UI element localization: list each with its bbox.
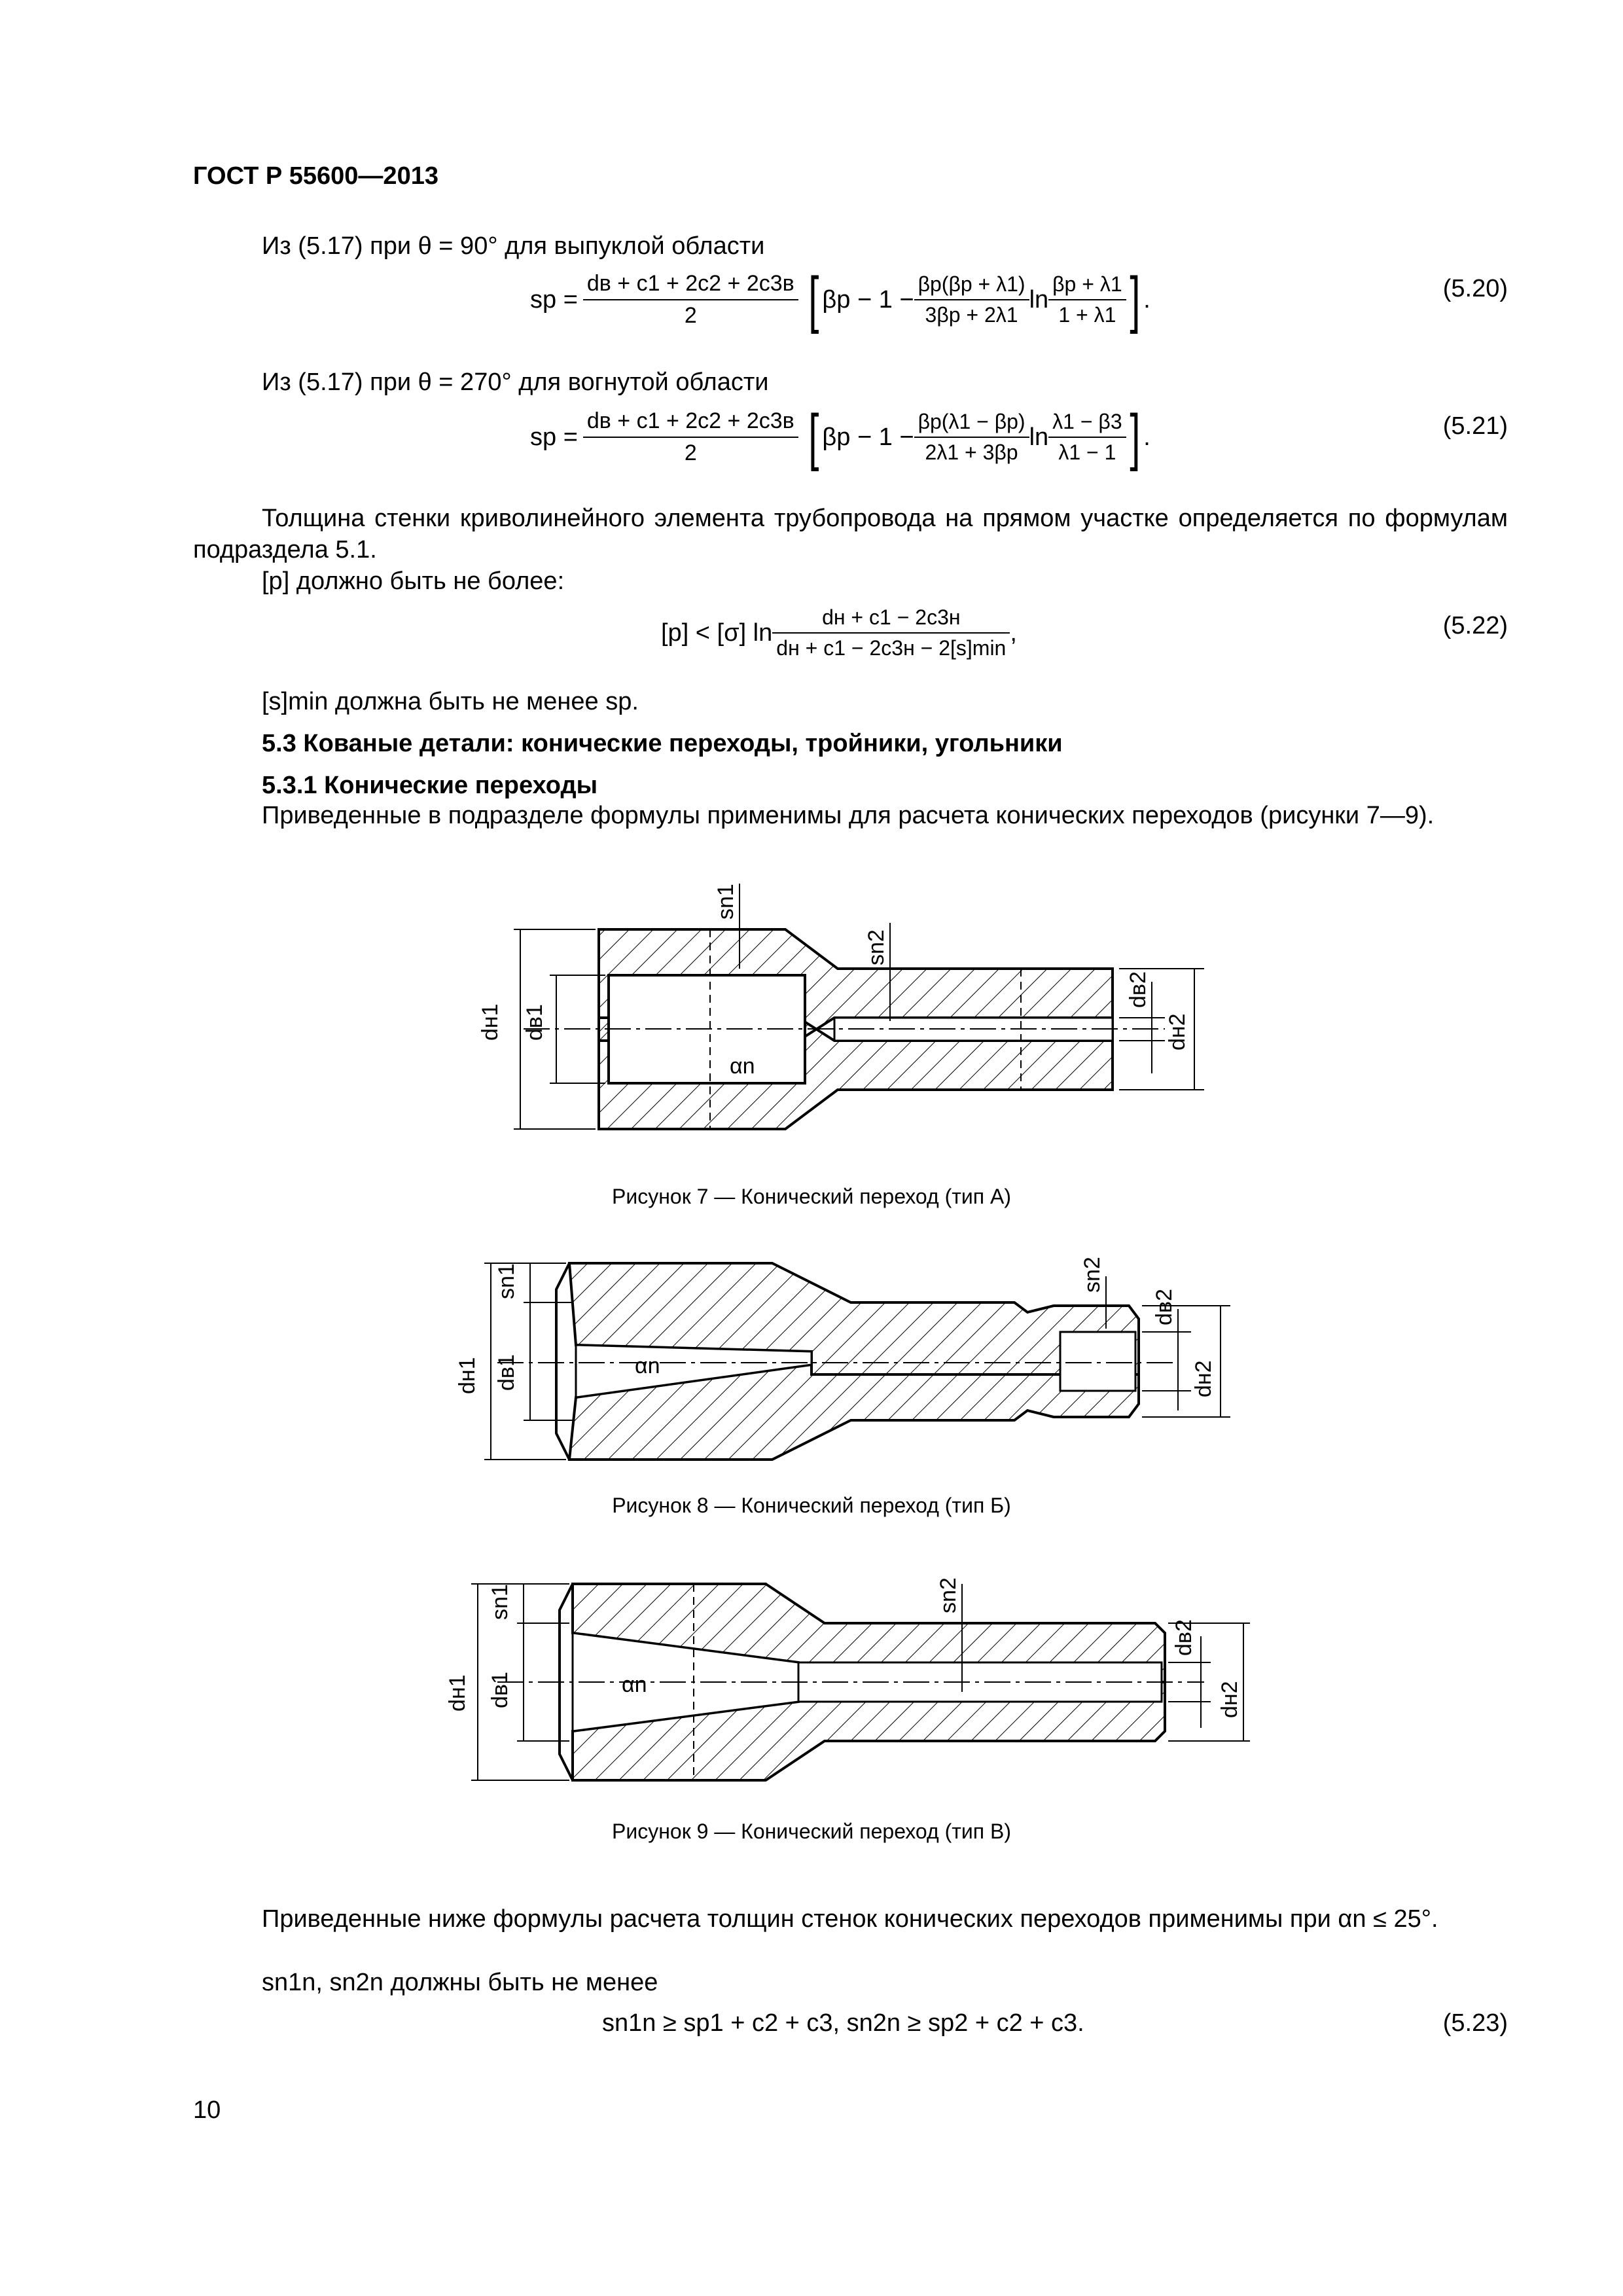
equation-5-23: sn1n ≥ sp1 + c2 + c3, sn2n ≥ sp2 + c2 + c3. bbox=[602, 2009, 1084, 2037]
eq520-num: dв + c1 + 2c2 + 2c3в bbox=[583, 271, 798, 300]
eq520-lden: 1 + λ1 bbox=[1058, 303, 1116, 327]
paragraph-applicability: Приведенные в подразделе формулы применимы для расчета конических переходов (рисунки 7—9). bbox=[262, 802, 1435, 829]
eq521-fnum: βp(λ1 − βp) bbox=[914, 410, 1029, 438]
s-min-text: [s]min должна быть не менее sp. bbox=[262, 688, 639, 715]
eq521-den: 2 bbox=[684, 440, 697, 465]
eq523-number: (5.23) bbox=[1442, 2009, 1508, 2037]
eq520-den: 2 bbox=[684, 303, 697, 328]
paragraph-wall-thickness: Толщина стенки криволинейного элемента трубопровода на прямом участке определяется по формулам подраздела 5.1. bbox=[193, 505, 1508, 564]
fig9-alpha: αn bbox=[622, 1672, 647, 1697]
intro-convex: Из (5.17) при θ = 90° для выпуклой области bbox=[262, 232, 765, 260]
figure-8-caption: Рисунок 8 — Конический переход (тип Б) bbox=[612, 1494, 1011, 1517]
fig8-alpha: αn bbox=[635, 1354, 660, 1378]
eq522-den: dн + c1 − 2c3н − 2[s]min bbox=[776, 636, 1007, 660]
equation-5-21: sp = $\frac{dв + c1 + 2c2 + 2c3в}{2}$ [ βp − 1 − $\frac{\beta p(\lambda 1 - \beta p)}{2\lambda 1 + 3\beta p}$ ln $\frac{\lambda 1 - \beta 3}{\lambda 1 - 1}$ ] . bbox=[530, 402, 1150, 472]
paragraph-min-thickness: sn1n, sn2n должны быть не менее bbox=[262, 1969, 658, 1996]
fig7-dn2: dн2 bbox=[1165, 1013, 1190, 1050]
fig8-dn2: dн2 bbox=[1191, 1360, 1216, 1397]
fig9-dn2: dн2 bbox=[1217, 1681, 1242, 1718]
eq520-b1: βp − 1 − bbox=[822, 285, 914, 314]
eq522-lhs: [p] < [σ] ln bbox=[661, 619, 773, 647]
eq521-lnum: λ1 − β3 bbox=[1048, 410, 1126, 438]
fig9-body bbox=[497, 1584, 1204, 1780]
fig9-sn1: sn1 bbox=[488, 1584, 512, 1620]
eq520-fden: 3βp + 2λ1 bbox=[925, 303, 1018, 327]
eq520-ln: ln bbox=[1029, 285, 1049, 314]
section-5-3-1-heading: 5.3.1 Конические переходы bbox=[262, 772, 598, 799]
fig9-dv2: dв2 bbox=[1171, 1619, 1196, 1656]
fig8-dv2: dв2 bbox=[1152, 1289, 1177, 1325]
eq522-end: , bbox=[1010, 619, 1017, 647]
eq522-num: dн + c1 − 2c3н bbox=[772, 605, 1010, 634]
eq521-end: . bbox=[1143, 423, 1150, 451]
paragraph-angle-limit: Приведенные ниже формулы расчета толщин стенок конических переходов применимы при αn ≤ 25°. bbox=[262, 1905, 1438, 1933]
eq520-lhs: sp = bbox=[530, 285, 578, 314]
fig8-dn1: dн1 bbox=[455, 1357, 480, 1394]
eq521-number: (5.21) bbox=[1442, 412, 1508, 440]
section-5-3-heading: 5.3 Кованые детали: конические переходы, тройники, угольники bbox=[262, 730, 1063, 757]
fig7-dn1: dн1 bbox=[478, 1003, 503, 1041]
fig7-alpha: αn bbox=[730, 1054, 755, 1079]
fig7-dv2: dв2 bbox=[1126, 971, 1150, 1008]
eq521-lhs: sp = bbox=[530, 423, 578, 451]
fig7-body bbox=[524, 929, 1165, 1129]
fig8-sn1: sn1 bbox=[494, 1263, 519, 1299]
eq521-num: dв + c1 + 2c2 + 2c3в bbox=[583, 408, 798, 438]
eq521-fden: 2λ1 + 3βp bbox=[925, 440, 1018, 464]
equation-5-20: sp = $\frac{dв + c1 + 2c2 + 2c3в}{2}$ [ βp − 1 − $\frac{\beta p(\beta p + \lambda 1)}{3\beta p + 2\lambda 1}$ ln $\frac{\beta p + \lambda 1}{1 + \lambda 1}$ ] . bbox=[530, 264, 1150, 334]
eq520-number: (5.20) bbox=[1442, 275, 1508, 302]
fig9-dv1: dв1 bbox=[488, 1672, 512, 1708]
figure-7-caption: Рисунок 7 — Конический переход (тип А) bbox=[612, 1185, 1011, 1208]
eq520-fnum: βp(βp + λ1) bbox=[914, 272, 1029, 300]
eq520-end: . bbox=[1143, 285, 1150, 314]
equation-5-22 bbox=[661, 605, 1017, 660]
figure-9-drawing bbox=[432, 1558, 1257, 1800]
p-limit-text: [p] должно быть не более: bbox=[262, 567, 565, 595]
eq521-b1: βp − 1 − bbox=[822, 423, 914, 451]
fig7-sn2: sn2 bbox=[864, 929, 889, 965]
eq521-ln: ln bbox=[1029, 423, 1049, 451]
page-number: 10 bbox=[193, 2096, 221, 2124]
fig9-dn1: dн1 bbox=[445, 1674, 470, 1712]
document-header: ГОСТ Р 55600—2013 bbox=[193, 162, 438, 190]
fig7-sn1: sn1 bbox=[713, 884, 738, 920]
intro-concave: Из (5.17) при θ = 270° для вогнутой области bbox=[262, 368, 769, 396]
figure-8-drawing bbox=[445, 1237, 1243, 1479]
fig8-dv1: dв1 bbox=[494, 1354, 519, 1391]
fig8-sn2: sn2 bbox=[1080, 1257, 1105, 1293]
figure-9-caption: Рисунок 9 — Конический переход (тип В) bbox=[612, 1820, 1011, 1843]
eq520-lnum: βp + λ1 bbox=[1048, 272, 1126, 300]
eq521-lden: λ1 − 1 bbox=[1058, 440, 1116, 464]
fig8-body bbox=[497, 1263, 1178, 1460]
fig9-sn2: sn2 bbox=[936, 1577, 961, 1613]
eq522-number: (5.22) bbox=[1442, 612, 1508, 639]
fig7-dv1: dв1 bbox=[522, 1004, 547, 1041]
figure-7-drawing bbox=[458, 884, 1230, 1145]
